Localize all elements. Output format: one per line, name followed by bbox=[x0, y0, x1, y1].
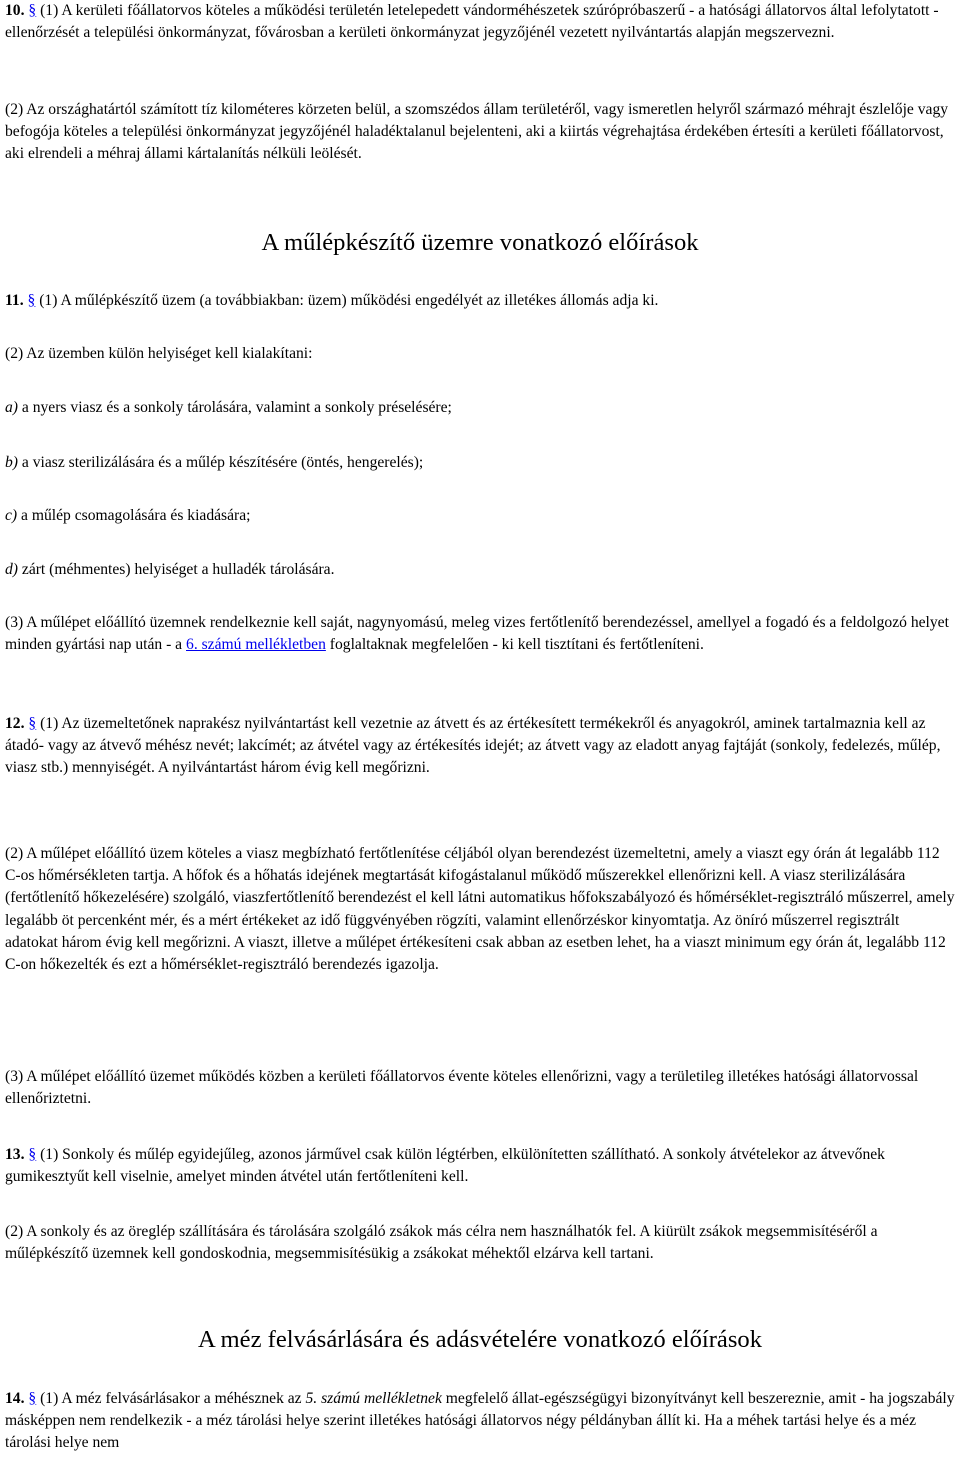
list-item-b bbox=[5, 452, 955, 474]
paragraph-text: foglaltaknak megfelelően - ki kell tisztítani és fertőtleníteni. bbox=[325, 636, 704, 654]
section-11-paragraph-1 bbox=[5, 290, 955, 312]
list-item-c bbox=[5, 505, 955, 527]
section-12-paragraph-1 bbox=[5, 713, 955, 780]
section-12-paragraph-2: (2) A műlépet előállító üzem köteles a viasz megbízható fertőtlenítése céljából olyan berendezést üzemeltetni, amely a viaszt egy órán át legalább 112 C-os hőmérsékleten tartja. A hőfok és a hőhatás idejének megtartását kifogástalanul működő műszerekkel ellenőrizni kell. A viasz sterilizálására (fertőtlenítő hőkezelésére) szolgáló, viaszfertőtlenítő berendezést el kell látni automatikus hőfokszabályozó és hőmérséklet-regisztráló műszerrel, amely legalább öt percenként mér, és a mért értékeket az idő függvényében rögzíti, valamint ellenőrzéskor kinyomtatja. Az öníró műszerrel regisztrált adatokat három évig kell megőrizni. A viaszt, illetve a műlépet értékesíteni csak abban az esetben lehet, ha a viaszt minimum egy órán át, legalább 112 C-on hőkezelték és ezt a hőmérséklet-regisztráló berendezés igazolja. bbox=[5, 845, 955, 974]
section-link[interactable]: § bbox=[27, 292, 36, 309]
heading-mez-felvasarlas: A méz felvásárlására és adásvételére vonatkozó előírások bbox=[197, 1326, 763, 1353]
section-11-paragraph-3 bbox=[5, 612, 955, 656]
section-link[interactable]: § bbox=[28, 2, 37, 19]
section-link[interactable]: § bbox=[28, 1390, 37, 1407]
paragraph-text: (1) Az üzemeltetőnek naprakész nyilvántartást kell vezetnie az átvett és az értékesített termékekről és anyagokról, aminek tartalmaznia kell az átadó- vagy az átvevő méhész nevét; lakcímét; az átvétel vagy az értékesítés idejét; az átvett vagy az eladott anyag fajtáját (sonkoly, fedelezés, műlép, viasz stb.) mennyiségét. A nyilvántartást három évig kell megőrizni. bbox=[5, 715, 941, 777]
list-text: zárt (méhmentes) helyiséget a hulladék tárolására. bbox=[18, 561, 335, 578]
paragraph-text: (3) A műlépet előállító üzemnek rendelkeznie kell saját, nagynyomású, meleg vizes fertőtlenítő berendezéssel, amellyel a fogadó és a feldolgozó helyet minden gyártási nap után - a bbox=[5, 614, 949, 654]
section-number: 13. bbox=[5, 1146, 25, 1163]
paragraph-text: (1) A műlépkészítő üzem (a továbbiakban: üzem) működési engedélyét az illetékes állomás adja ki. bbox=[35, 292, 659, 309]
annex-5-reference: 5. számú mellékletnek bbox=[305, 1390, 442, 1407]
section-number: 11. bbox=[5, 292, 24, 309]
paragraph-text: megfelelő állat-egészségügyi bizonyítványt kell beszereznie, amit - ha jogszabály másképpen nem rendelkezik - a méz tárolási helye szerint illetékes hatósági állatorvos négy példányban állít ki. Ha a méhek tartási helye és a méz tárolási helye nem bbox=[5, 1390, 955, 1452]
list-letter: d) bbox=[5, 561, 18, 578]
section-12-paragraph-3: (3) A műlépet előállító üzemet működés közben a kerületi főállatorvos évente köteles ellenőrizni, vagy a területileg illetékes hatósági állatorvossal ellenőriztetni. bbox=[5, 1068, 919, 1108]
list-text: a műlép csomagolására és kiadására; bbox=[17, 507, 251, 524]
section-number: 10. bbox=[5, 2, 25, 19]
section-10-paragraph-2: (2) Az országhatártól számított tíz kilométeres körzeten belül, a szomszédos állam területéről, vagy ismeretlen helyről származó méhrajt észlelője vagy befogója köteles a települési önkormányzat jegyzőjénél haladéktalanul bejelenteni, aki a kiirtás végrehajtása érdekében értesíti a kerületi főállatorvost, aki elrendeli a méhraj állami kártalanítás nélküli leölését. bbox=[5, 101, 949, 163]
list-text: a viasz sterilizálására és a műlép készítésére (öntés, hengerelés); bbox=[18, 454, 424, 471]
section-13-paragraph-2: (2) A sonkoly és az öreglép szállítására és tárolására szolgáló zsákok más célra nem használhatók fel. A kiürült zsákok megsemmisítéséről a műlépkészítő üzemnek kell gondoskodnia, megsemmisítésükig a zsákokat méhektől elzárva kell tartani. bbox=[5, 1223, 878, 1263]
list-item-d bbox=[5, 559, 955, 581]
section-13-paragraph-1 bbox=[5, 1144, 955, 1188]
heading-mulep-uzem: A műlépkészítő üzemre vonatkozó előírások bbox=[261, 229, 699, 256]
list-letter: b) bbox=[5, 454, 18, 471]
annex-6-link[interactable]: 6. számú mellékletben bbox=[186, 636, 326, 654]
paragraph-text: (1) Sonkoly és műlép egyidejűleg, azonos járművel csak külön légtérben, elkülönítetten szállítható. A sonkoly átvételekor az átvevőnek gumikesztyűt kell viselnie, amelyet minden átvétel után fertőtleníteni kell. bbox=[5, 1146, 885, 1186]
section-10-paragraph-1 bbox=[5, 0, 955, 44]
section-link[interactable]: § bbox=[28, 715, 37, 732]
list-item-a bbox=[5, 397, 955, 419]
section-number: 14. bbox=[5, 1390, 25, 1407]
paragraph-text: (1) A méz felvásárlásakor a méhésznek az bbox=[36, 1390, 306, 1407]
section-number: 12. bbox=[5, 715, 25, 732]
list-letter: a) bbox=[5, 399, 18, 416]
section-11-paragraph-2: (2) Az üzemben külön helyiséget kell kialakítani: bbox=[5, 345, 313, 362]
list-letter: c) bbox=[5, 507, 18, 524]
paragraph-text: (1) A kerületi főállatorvos köteles a működési területén letelepedett vándorméhészetek szúrópróbaszerű - a hatósági állatorvos által lefolytatott - ellenőrzését a települési önkormányzat, fővárosban a kerületi önkormányzat jegyzőjénél vezetett nyilvántartás alapján megszervezni. bbox=[5, 2, 939, 42]
section-link[interactable]: § bbox=[28, 1146, 37, 1163]
list-text: a nyers viasz és a sonkoly tárolására, valamint a sonkoly préselésére; bbox=[18, 399, 452, 416]
section-14-paragraph-1 bbox=[5, 1388, 955, 1455]
